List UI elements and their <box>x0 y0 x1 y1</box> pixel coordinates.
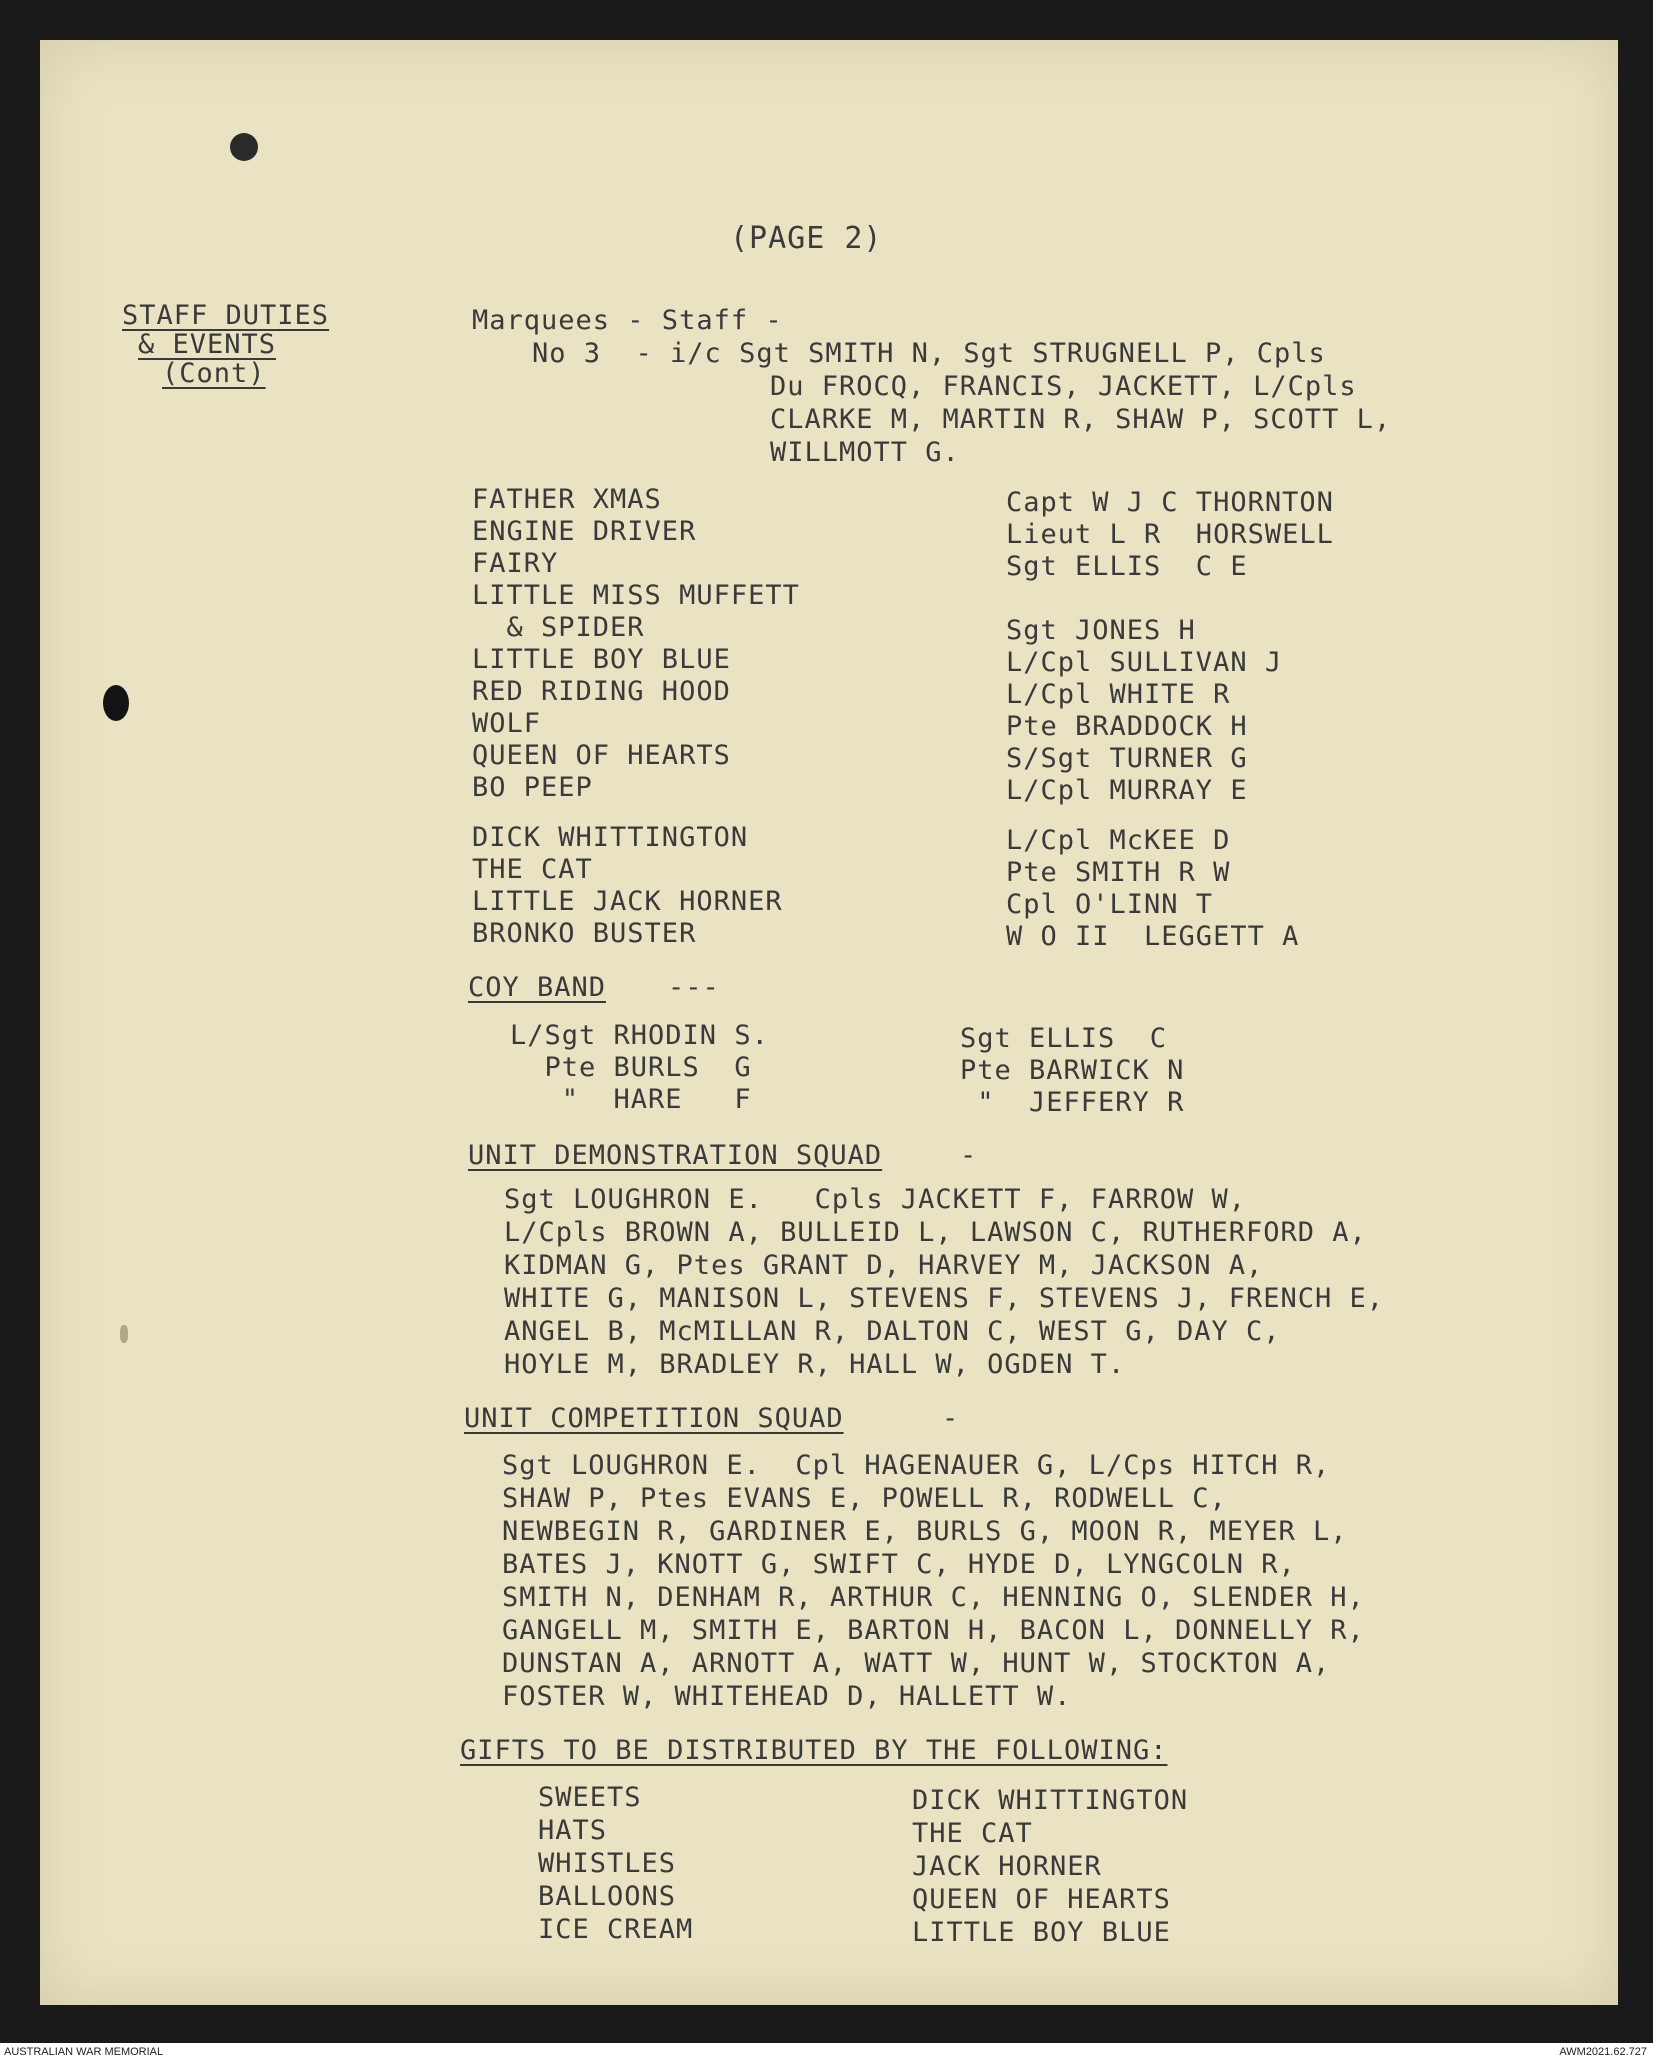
person-little-jack-horner: Cpl O'LINN T <box>1006 889 1214 920</box>
role-dick-whittington: DICK WHITTINGTON <box>472 822 749 853</box>
person-queen-of-hearts: S/Sgt TURNER G <box>1006 743 1248 774</box>
role-little-jack-horner: LITTLE JACK HORNER <box>472 886 783 917</box>
person-little-boy-blue: L/Cpl SULLIVAN J <box>1006 647 1283 678</box>
coy-band-left-1: L/Sgt RHODIN S. <box>510 1020 769 1051</box>
competition-squad-line-3: NEWBEGIN R, GARDINER E, BURLS G, MOON R, MEYER L, <box>502 1516 1348 1547</box>
person-father-xmas: Capt W J C THORNTON <box>1006 487 1334 518</box>
gift-item-5: ICE CREAM <box>538 1914 694 1945</box>
demo-squad-line-1: Sgt LOUGHRON E. Cpls JACKETT F, FARROW W, <box>504 1184 1246 1215</box>
marquees-line-1: No 3 - i/c Sgt SMITH N, Sgt STRUGNELL P, Cpls <box>532 338 1326 369</box>
demo-squad-dash: - <box>960 1140 978 1171</box>
person-bo-peep: L/Cpl MURRAY E <box>1006 775 1248 806</box>
footer-accession-number: AWM2021.62.727 <box>1559 2046 1647 2058</box>
competition-squad-line-2: SHAW P, Ptes EVANS E, POWELL R, RODWELL C, <box>502 1483 1227 1514</box>
gift-distributor-3: JACK HORNER <box>912 1851 1102 1882</box>
role-the-cat: THE CAT <box>472 854 593 885</box>
role-little-miss-muffett: LITTLE MISS MUFFETT <box>472 580 800 611</box>
competition-squad-line-1: Sgt LOUGHRON E. Cpl HAGENAUER G, L/Cps HITCH R, <box>502 1450 1331 1481</box>
demo-squad-line-6: HOYLE M, BRADLEY R, HALL W, OGDEN T. <box>504 1349 1126 1380</box>
gift-distributor-5: LITTLE BOY BLUE <box>912 1917 1171 1948</box>
demo-squad-heading: UNIT DEMONSTRATION SQUAD <box>468 1140 883 1171</box>
role-spider: & SPIDER <box>472 612 645 643</box>
competition-squad-line-5: SMITH N, DENHAM R, ARTHUR C, HENNING O, SLENDER H, <box>502 1582 1365 1613</box>
demo-squad-line-4: WHITE G, MANISON L, STEVENS F, STEVENS J, FRENCH E, <box>504 1283 1385 1314</box>
demo-squad-line-3: KIDMAN G, Ptes GRANT D, HARVEY M, JACKSON A, <box>504 1250 1264 1281</box>
gift-distributor-2: THE CAT <box>912 1818 1033 1849</box>
coy-band-right-1: Sgt ELLIS C <box>960 1023 1168 1054</box>
coy-band-heading: COY BAND <box>468 972 607 1003</box>
gifts-heading: GIFTS TO BE DISTRIBUTED BY THE FOLLOWING: <box>460 1735 1168 1766</box>
gift-item-1: SWEETS <box>538 1782 642 1813</box>
marquees-line-3: CLARKE M, MARTIN R, SHAW P, SCOTT L, <box>770 404 1392 435</box>
footer-bar <box>0 2043 1653 2061</box>
coy-band-right-2: Pte BARWICK N <box>960 1055 1185 1086</box>
marquees-line-4: WILLMOTT G. <box>770 437 960 468</box>
person-spider: Sgt JONES H <box>1006 615 1196 646</box>
punch-hole-top <box>230 133 258 161</box>
competition-squad-line-8: FOSTER W, WHITEHEAD D, HALLETT W. <box>502 1681 1072 1712</box>
competition-squad-line-4: BATES J, KNOTT G, SWIFT C, HYDE D, LYNGCOLN R, <box>502 1549 1296 1580</box>
person-the-cat: Pte SMITH R W <box>1006 857 1231 888</box>
gift-distributor-1: DICK WHITTINGTON <box>912 1785 1189 1816</box>
gift-item-3: WHISTLES <box>538 1848 677 1879</box>
role-engine-driver: ENGINE DRIVER <box>472 516 697 547</box>
role-wolf: WOLF <box>472 708 542 739</box>
marquees-heading: Marquees - Staff - <box>472 305 783 336</box>
role-red-riding-hood: RED RIDING HOOD <box>472 676 731 707</box>
role-bronko-buster: BRONKO BUSTER <box>472 918 697 949</box>
person-engine-driver: Lieut L R HORSWELL <box>1006 519 1334 550</box>
coy-band-right-3: " JEFFERY R <box>960 1087 1185 1118</box>
role-fairy: FAIRY <box>472 548 559 579</box>
person-wolf: Pte BRADDOCK H <box>1006 711 1248 742</box>
footer-institution: AUSTRALIAN WAR MEMORIAL <box>4 2046 164 2058</box>
gift-item-2: HATS <box>538 1815 608 1846</box>
person-bronko-buster: W O II LEGGETT A <box>1006 921 1300 952</box>
competition-squad-line-6: GANGELL M, SMITH E, BARTON H, BACON L, DONNELLY R, <box>502 1615 1365 1646</box>
demo-squad-line-5: ANGEL B, McMILLAN R, DALTON C, WEST G, DAY C, <box>504 1316 1281 1347</box>
role-father-xmas: FATHER XMAS <box>472 484 662 515</box>
person-fairy: Sgt ELLIS C E <box>1006 551 1248 582</box>
marquees-line-2: Du FROCQ, FRANCIS, JACKETT, L/Cpls <box>770 371 1357 402</box>
paper-mark <box>120 1325 128 1343</box>
role-bo-peep: BO PEEP <box>472 772 593 803</box>
document-sheet <box>40 40 1618 2005</box>
page-label: (PAGE 2) <box>730 221 883 256</box>
side-heading-line-2: & EVENTS <box>138 329 277 360</box>
side-heading-line-1: STAFF DUTIES <box>122 300 330 331</box>
coy-band-left-3: " HARE F <box>510 1084 752 1115</box>
person-red-riding-hood: L/Cpl WHITE R <box>1006 679 1231 710</box>
punch-hole-middle <box>103 685 129 721</box>
coy-band-dashes: --- <box>668 972 720 1003</box>
competition-squad-heading: UNIT COMPETITION SQUAD <box>464 1403 844 1434</box>
person-dick-whittington: L/Cpl McKEE D <box>1006 825 1231 856</box>
gift-distributor-4: QUEEN OF HEARTS <box>912 1884 1171 1915</box>
gift-item-4: BALLOONS <box>538 1881 677 1912</box>
role-queen-of-hearts: QUEEN OF HEARTS <box>472 740 731 771</box>
role-little-boy-blue: LITTLE BOY BLUE <box>472 644 731 675</box>
side-heading-line-3: (Cont) <box>162 358 266 389</box>
competition-squad-dash: - <box>942 1403 960 1434</box>
coy-band-left-2: Pte BURLS G <box>510 1052 752 1083</box>
demo-squad-line-2: L/Cpls BROWN A, BULLEID L, LAWSON C, RUTHERFORD A, <box>504 1217 1367 1248</box>
competition-squad-line-7: DUNSTAN A, ARNOTT A, WATT W, HUNT W, STOCKTON A, <box>502 1648 1331 1679</box>
